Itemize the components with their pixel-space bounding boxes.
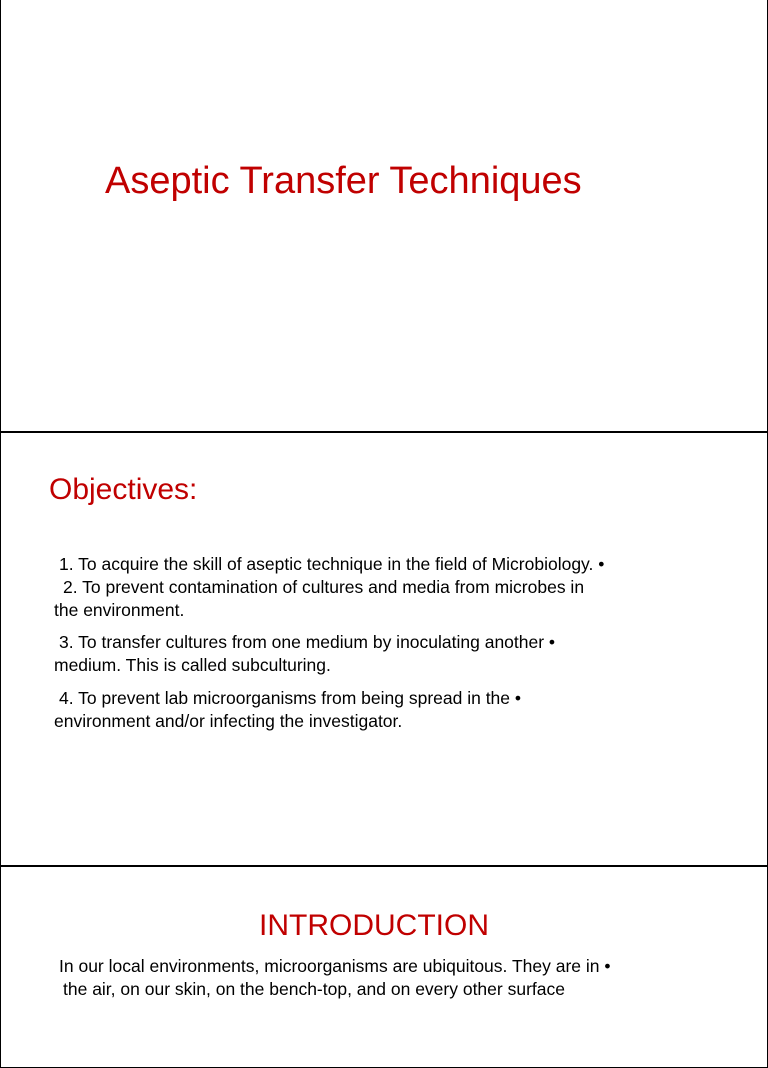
slide-introduction bbox=[0, 867, 768, 1068]
slide-divider bbox=[0, 431, 768, 433]
presentation-title: Aseptic Transfer Techniques bbox=[105, 160, 582, 202]
objective-line: 3. To transfer cultures from one medium by inoculating another • bbox=[59, 632, 556, 652]
introduction-line: In our local environments, microorganisms are ubiquitous. They are in • bbox=[59, 956, 611, 976]
objective-line: 4. To prevent lab microorganisms from being spread in the • bbox=[59, 688, 522, 708]
slide-objectives bbox=[0, 433, 768, 867]
objective-line: environment and/or infecting the investigator. bbox=[54, 711, 403, 731]
objective-line: 1. To acquire the skill of aseptic technique in the field of Microbiology. • bbox=[59, 554, 605, 574]
objectives-heading: Objectives: bbox=[49, 473, 198, 506]
introduction-line: the air, on our skin, on the bench-top, and on every other surface bbox=[63, 979, 565, 999]
slide-divider bbox=[0, 865, 768, 867]
objective-line: medium. This is called subculturing. bbox=[54, 655, 331, 675]
objective-line: the environment. bbox=[54, 600, 185, 620]
objective-line: 2. To prevent contamination of cultures and media from microbes in bbox=[63, 577, 585, 597]
introduction-heading: INTRODUCTION bbox=[259, 909, 489, 942]
slide-title bbox=[0, 0, 768, 433]
